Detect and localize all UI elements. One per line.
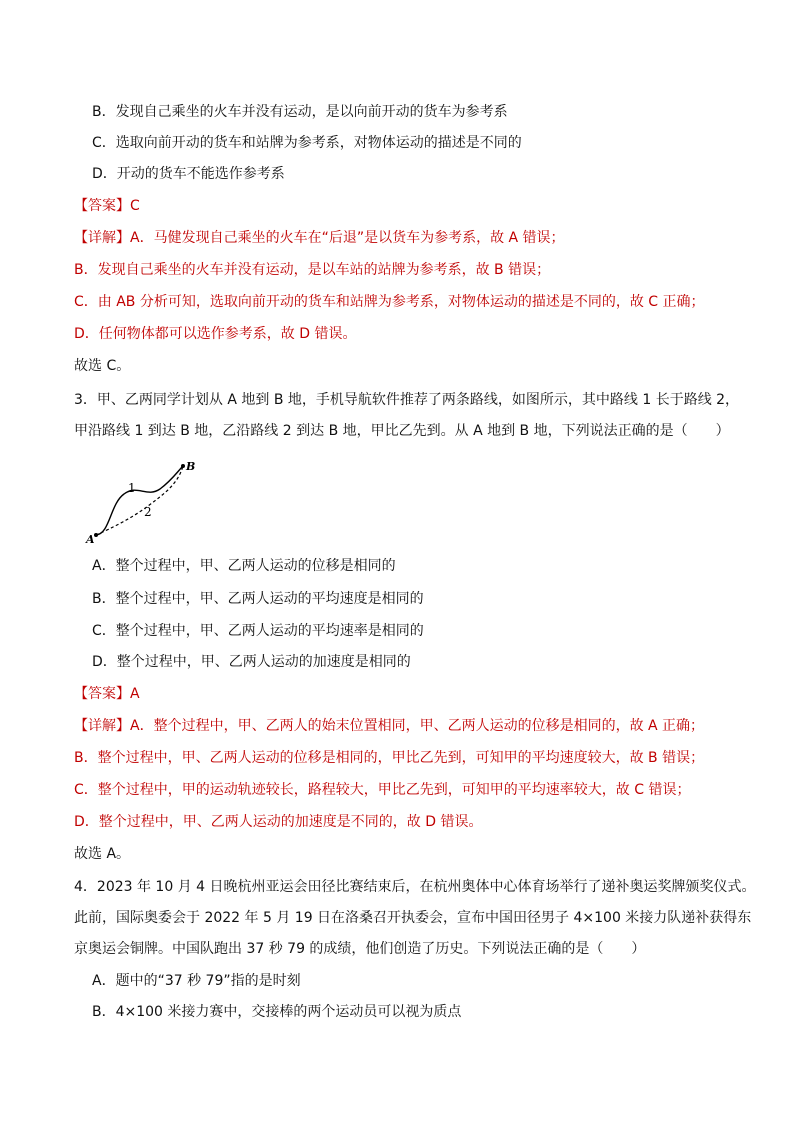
q3-option-d: D．整个过程中，甲、乙两人运动的加速度是相同的 <box>92 654 411 670</box>
q2-option-d: D．开动的货车不能选作参考系 <box>92 166 285 182</box>
q4-stem-line-3: 京奥运会铜牌。中国队跑出 37 秒 79 的成绩，他们创造了历史。下列说法正确的是（ ） <box>74 941 646 957</box>
route-2-label: 2 <box>144 505 152 519</box>
q3-conclusion: 故选 A。 <box>74 846 131 862</box>
point-a-label: A <box>86 533 95 546</box>
route-1-path <box>96 466 183 535</box>
q3-option-b: B．整个过程中，甲、乙两人运动的平均速度是相同的 <box>92 591 424 607</box>
q2-option-c: C．选取向前开动的货车和站牌为参考系，对物体运动的描述是不同的 <box>92 135 522 151</box>
q3-detail-a: 【详解】A．整个过程中，甲、乙两人的始末位置相同，甲、乙两人运动的位移是相同的，故 A 正确； <box>74 718 705 734</box>
q2-conclusion: 故选 C。 <box>74 358 131 374</box>
point-b-dot <box>181 464 185 468</box>
q3-detail-c: C．整个过程中，甲的运动轨迹较长，路程较大，甲比乙先到，可知甲的平均速率较大，故 C 错误； <box>74 782 691 798</box>
q4-option-b: B．4×100 米接力赛中，交接棒的两个运动员可以视为质点 <box>92 1004 462 1020</box>
q4-option-a: A．题中的“37 秒 79”指的是时刻 <box>92 973 301 989</box>
route-1-label: 1 <box>128 481 136 495</box>
q3-detail-d: D．整个过程中，甲、乙两人运动的加速度是不同的，故 D 错误。 <box>74 814 483 830</box>
route-diagram <box>82 456 212 546</box>
point-b-label: B <box>186 460 196 473</box>
q3-detail-b: B．整个过程中，甲、乙两人运动的位移是相同的，甲比乙先到，可知甲的平均速度较大，故 B 错误； <box>74 750 705 766</box>
q3-answer: 【答案】A <box>74 686 140 702</box>
q2-detail-c: C．由 AB 分析可知，选取向前开动的货车和站牌为参考系，对物体运动的描述是不同的，故 C 正确； <box>74 294 705 310</box>
route-2-path <box>96 466 183 535</box>
q2-detail-b: B．发现自己乘坐的火车并没有运动，是以车站的站牌为参考系，故 B 错误； <box>74 262 551 278</box>
q2-detail-a: 【详解】A．马健发现自己乘坐的火车在“后退”是以货车为参考系，故 A 错误； <box>74 230 565 246</box>
q3-stem-line-2: 甲沿路线 1 到达 B 地，乙沿路线 2 到达 B 地，甲比乙先到。从 A 地到 B 地，下列说法正确的是（ ） <box>74 423 730 439</box>
q3-stem-line-1: 3．甲、乙两同学计划从 A 地到 B 地，手机导航软件推荐了两条路线，如图所示，其中路线 1 长于路线 2， <box>74 392 740 408</box>
q3-option-c: C．整个过程中，甲、乙两人运动的平均速率是相同的 <box>92 623 424 639</box>
point-a-dot <box>94 533 98 537</box>
q3-option-a: A．整个过程中，甲、乙两人运动的位移是相同的 <box>92 558 396 574</box>
q2-answer: 【答案】C <box>74 198 140 214</box>
q4-stem-line-2: 此前，国际奥委会于 2022 年 5 月 19 日在洛桑召开执委会，宣布中国田径男子 4×100 米接力队递补获得东 <box>74 910 752 926</box>
q4-stem-line-1: 4．2023 年 10 月 4 日晚杭州亚运会田径比赛结束后，在杭州奥体中心体育场举行了递补奥运奖牌颁奖仪式。 <box>74 879 756 895</box>
q2-detail-d: D．任何物体都可以选作参考系，故 D 错误。 <box>74 326 357 342</box>
q2-option-b: B．发现自己乘坐的火车并没有运动，是以向前开动的货车为参考系 <box>92 104 508 120</box>
